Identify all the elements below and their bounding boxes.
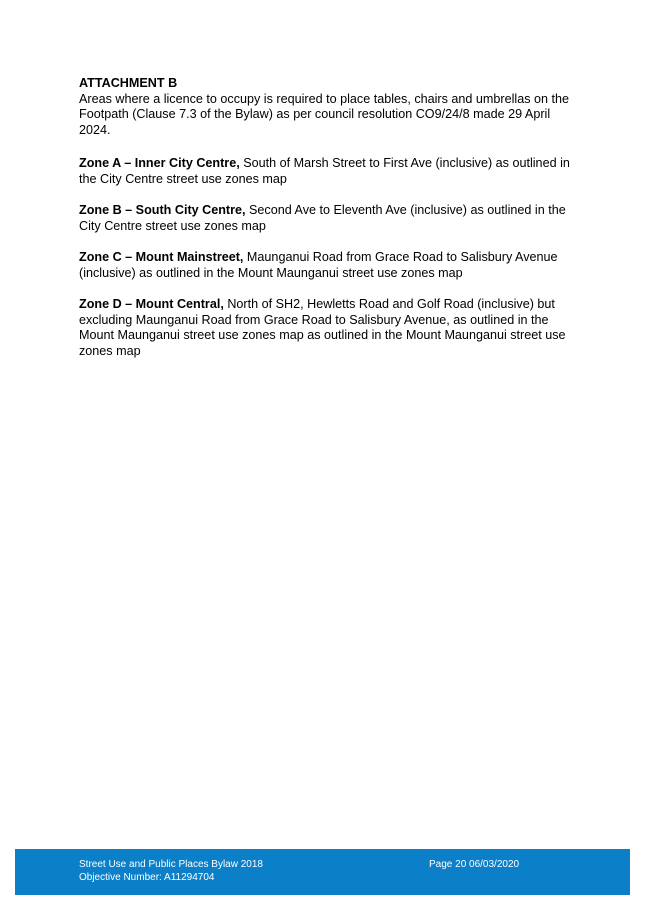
zone-d-paragraph [79,297,579,359]
zone-a-title: Zone A – Inner City Centre, [79,156,240,170]
zone-b-title: Zone B – South City Centre, [79,203,246,217]
footer-left-block [79,859,263,884]
zone-d-description: North of SH2, Hewletts Road and Golf Road (inclusive) but excluding Maunganui Road from Grace Road to Salisbury Avenue, as outlined in the Mount Maunganui street use zones map as outlined in the Mount Maunganui street use zones map [79,297,566,358]
footer-objective-number: Objective Number: A11294704 [79,871,215,883]
zone-b-paragraph [79,203,579,234]
footer-bylaw-title: Street Use and Public Places Bylaw 2018 [79,859,263,870]
zone-c-description: Maunganui Road from Grace Road to Salisbury Avenue (inclusive) as outlined in the Mount Maunganui street use zones map [79,250,558,280]
zone-c-title: Zone C – Mount Mainstreet, [79,250,244,264]
zone-c-paragraph [79,250,579,281]
zone-b-description: Second Ave to Eleventh Ave (inclusive) as outlined in the City Centre street use zones map [79,203,566,233]
document-body [79,76,579,375]
page-footer [15,849,630,895]
footer-page-info: Page 20 06/03/2020 [429,859,520,870]
zone-d-title: Zone D – Mount Central, [79,297,224,311]
attachment-heading: ATTACHMENT B [79,76,178,90]
zone-a-description: South of Marsh Street to First Ave (inclusive) as outlined in the City Centre street use zones map [79,156,570,186]
intro-paragraph: Areas where a licence to occupy is required to place tables, chairs and umbrellas on the Footpath (Clause 7.3 of the Bylaw) as per council resolution CO9/24/8 made 29 April 2024. [79,91,570,137]
zone-a-paragraph [79,156,579,187]
